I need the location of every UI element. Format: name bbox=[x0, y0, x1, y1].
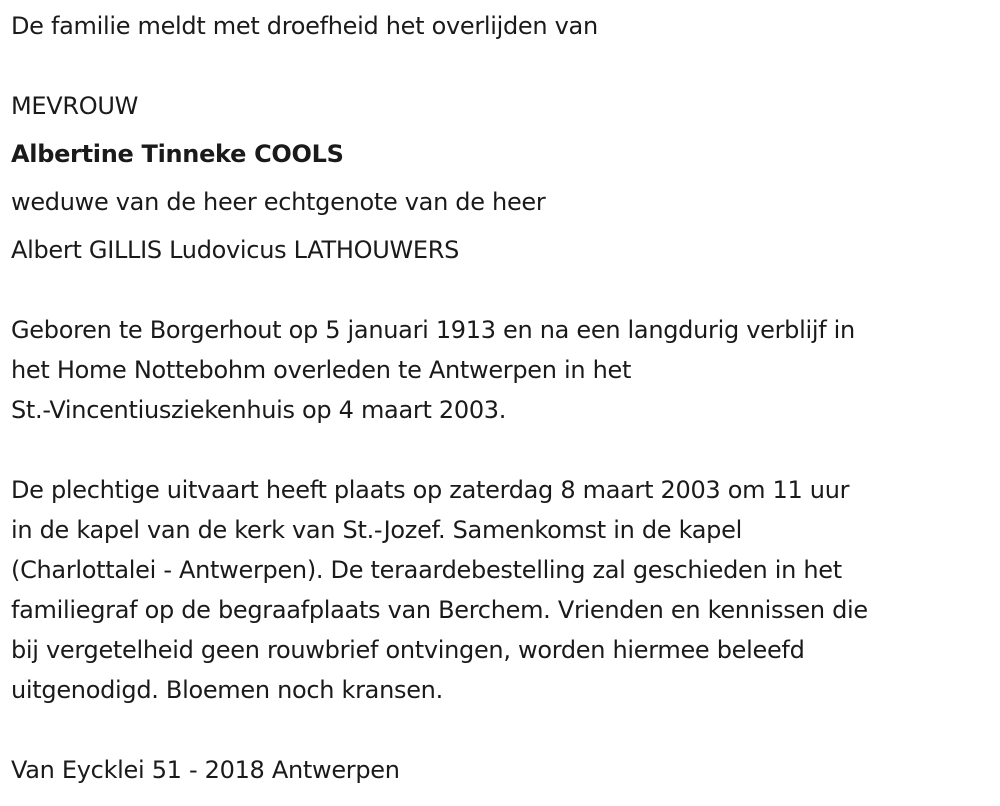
paragraph-line: in de kapel van de kerk van St.-Jozef. Samenkomst in de kapel bbox=[11, 516, 742, 544]
paragraph-line: Geboren te Borgerhout op 5 januari 1913 en na een langdurig verblijf in bbox=[11, 316, 855, 344]
title-prefix: MEVROUW bbox=[11, 92, 139, 120]
deceased-name: Albertine Tinneke COOLS bbox=[11, 140, 344, 168]
paragraph-line: uitgenodigd. Bloemen noch kransen. bbox=[11, 676, 443, 704]
paragraph-line: De plechtige uitvaart heeft plaats op zaterdag 8 maart 2003 om 11 uur bbox=[11, 476, 850, 504]
paragraph-line: het Home Nottebohm overleden te Antwerpen in het bbox=[11, 356, 632, 384]
relation-text: weduwe van de heer echtgenote van de heer bbox=[11, 188, 546, 216]
paragraph-line: bij vergetelheid geen rouwbrief ontvingen, worden hiermee beleefd bbox=[11, 636, 805, 664]
birth-death-paragraph bbox=[11, 310, 855, 430]
address-text: Van Eycklei 51 - 2018 Antwerpen bbox=[11, 756, 400, 784]
paragraph-line: (Charlottalei - Antwerpen). De teraardebestelling zal geschieden in het bbox=[11, 556, 842, 584]
paragraph-line: St.-Vincentiusziekenhuis op 4 maart 2003. bbox=[11, 396, 507, 424]
spouse-names: Albert GILLIS Ludovicus LATHOUWERS bbox=[11, 236, 460, 264]
paragraph-line: familiegraf op de begraafplaats van Berchem. Vrienden en kennissen die bbox=[11, 596, 868, 624]
intro-text: De familie meldt met droefheid het overlijden van bbox=[11, 12, 598, 40]
funeral-paragraph bbox=[11, 470, 868, 710]
